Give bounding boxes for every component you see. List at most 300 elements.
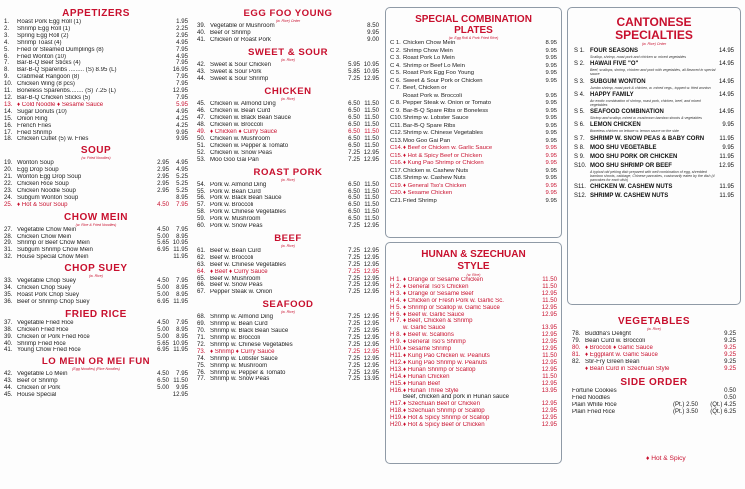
- item-price-small: 6.50: [348, 121, 360, 129]
- item-number: 45.: [4, 391, 13, 399]
- item-price-large: 7.95: [176, 59, 188, 67]
- item-name: Beef, Chicken or: [403, 85, 447, 91]
- chicken-list: [193, 101, 383, 163]
- item-price-small: 7.25: [348, 281, 360, 289]
- item-name: Chicken or Pork Fried Rice: [17, 333, 90, 340]
- soup-title: SOUP: [80, 145, 112, 157]
- item-number: C20.: [390, 190, 403, 196]
- item-price-large: 5.95: [176, 100, 188, 108]
- menu-item: [390, 115, 557, 123]
- item-price-small: 5.65: [157, 339, 169, 347]
- item-number: 36.: [4, 297, 13, 305]
- item-price-small: [518, 40, 538, 48]
- item-price-small: [518, 183, 538, 191]
- item-name: Chicken w. Broccoli: [210, 122, 263, 129]
- menu-item: [572, 331, 736, 338]
- item-price-large: 11.95: [173, 297, 188, 305]
- specialty-name: MOO SHU VEGETABLE: [590, 144, 657, 151]
- item-price-large: 11.50: [364, 194, 379, 202]
- item-price-large: 12.95: [541, 421, 557, 429]
- item-name: ♦ Hot & Spicy Beef or Chicken: [403, 422, 485, 429]
- item-price-large: 11.95: [173, 246, 188, 254]
- item-price-large: 12.95: [541, 400, 557, 408]
- item-number: 5.: [4, 45, 10, 53]
- item-number: H 7.: [390, 317, 402, 325]
- item-price-large: 12.95: [541, 414, 557, 422]
- item-name: Shrimp w. Cashew Nuts: [403, 175, 466, 181]
- item-price-large: 7.95: [176, 45, 188, 53]
- item-price-small: [518, 48, 538, 56]
- menu-item: [390, 318, 557, 325]
- item-price-small: [518, 332, 538, 339]
- specialty-name: FOUR SEASONS: [590, 48, 639, 54]
- item-price-large: 12.95: [541, 379, 557, 387]
- item-name: Sugar Donuts (10): [17, 108, 67, 115]
- item-name: Shrimp Fried Rice: [17, 340, 66, 347]
- item-price-large: 11.50: [364, 114, 379, 122]
- item-number: 42.: [197, 60, 206, 68]
- item-price-small: [518, 325, 538, 332]
- item-number: H 3.: [390, 289, 402, 297]
- item-name: Bar-B-Q Beef Sticks (4): [17, 60, 81, 67]
- specialty-number: S 3.: [574, 78, 585, 85]
- menu-item: [572, 338, 736, 345]
- item-name: Beef w. Bean Curd: [210, 247, 261, 254]
- item-name: Sweet & Sour Pork or Chicken: [403, 77, 483, 84]
- item-name: Moo Goo Gai Pan: [403, 137, 451, 144]
- specialty-number: S 5.: [574, 109, 585, 116]
- item-price-pint: (Pt.) 3.50: [672, 408, 698, 416]
- item-name: ♦ General Tso's Chicken: [403, 182, 467, 189]
- item-price-small: 6.50: [348, 201, 360, 209]
- item-name: Shrimp w. Snow Peas: [210, 376, 270, 383]
- item-name: Chicken Rice Soup: [17, 181, 69, 188]
- item-number: C14.: [390, 145, 403, 151]
- item-price-small: 4.50: [157, 318, 169, 326]
- item-number: 4.: [4, 38, 10, 46]
- beef-subtitle: (w. Rice): [281, 243, 295, 248]
- item-price-small: [340, 23, 360, 30]
- item-price-large: 12.95: [541, 407, 557, 415]
- item-number: 38.: [4, 325, 13, 333]
- item-price-large: 9.95: [545, 122, 557, 129]
- item-name: Bar-B-Q Spare Ribs or Boneless: [403, 107, 489, 114]
- sweet-sour-title: SWEET & SOUR: [247, 46, 329, 58]
- item-price-small: [149, 116, 169, 123]
- item-price-large: 12.95: [363, 288, 379, 296]
- item-price-small: [518, 367, 538, 374]
- item-number: 12.: [4, 93, 13, 101]
- item-name: Onion Ring: [17, 115, 48, 122]
- item-price-small: 6.50: [348, 194, 360, 202]
- item-number: 7.: [4, 59, 10, 67]
- item-name: Subgum Shrimp Chow Mein: [17, 247, 93, 254]
- item-price-small: 7.25: [348, 375, 360, 383]
- item-number: [572, 366, 585, 373]
- item-number: 35.: [4, 291, 13, 298]
- menu-item: [390, 160, 557, 168]
- menu-item: [390, 394, 557, 401]
- item-price-large: 12.95: [541, 338, 557, 346]
- item-price-small: [518, 70, 538, 78]
- item-name: Chicken Wing (8 pcs): [17, 81, 75, 88]
- item-price-small: [518, 123, 538, 131]
- specialty-name: HAWAII FIVE "O": [590, 61, 639, 68]
- menu-item: [390, 360, 557, 367]
- item-number: 43.: [197, 67, 206, 75]
- hot-spicy-label: Hot & Spicy: [651, 455, 686, 462]
- item-name: Shrimp Chow Mein: [403, 47, 453, 54]
- item-price-small: [518, 93, 538, 101]
- menu-item: [390, 298, 557, 305]
- item-price-large: 7.95: [176, 93, 188, 101]
- menu-item: [390, 100, 557, 108]
- vegetables-title: VEGETABLES: [617, 316, 691, 327]
- item-price-large: 12.95: [541, 310, 557, 318]
- item-price-quart: 0.50: [724, 394, 736, 402]
- item-name: Vegetable Lo Mein: [17, 371, 68, 378]
- item-price-small: [149, 67, 169, 74]
- item-number: 25.: [4, 200, 13, 208]
- item-number: 60.: [197, 222, 206, 230]
- item-price-small: [518, 401, 538, 408]
- item-name: Chicken Chow Mein: [17, 233, 72, 240]
- item-name: ♦ Eggplant w. Garlic Sauce: [585, 351, 658, 358]
- menu-item: [4, 385, 188, 392]
- item-price-large: 9.95: [176, 384, 188, 392]
- item-price-small: 6.50: [348, 107, 360, 115]
- menu-item: [4, 254, 188, 261]
- item-number: C17.: [390, 167, 403, 174]
- item-number: 9.: [4, 73, 10, 81]
- item-price-pint: [656, 388, 698, 395]
- item-price-small: [149, 392, 169, 399]
- item-number: C12.: [390, 130, 403, 136]
- menu-item: [390, 367, 557, 374]
- item-name: Pork w. Snow Peas: [210, 223, 263, 230]
- specialty-description: An exotic combination of shrimp, roast pork, chicken, beef, and mixed vegetables: [590, 98, 701, 108]
- item-name: ♦ Bean Curd in Szechuan Style: [585, 365, 670, 372]
- specialty-description: Shrimp and scallop, mixed w. mushroom bamboo shoots & vegetables: [590, 116, 702, 121]
- item-price-large: 9.25: [724, 343, 736, 351]
- menu-item: [4, 347, 188, 354]
- specialty-price: 12.95: [718, 162, 734, 169]
- menu-item: [4, 136, 188, 143]
- item-number: 14.: [4, 107, 13, 115]
- item-name: ♦ Beef w. Scallions: [403, 332, 454, 339]
- item-number: 70.: [197, 327, 206, 335]
- item-price-small: [518, 318, 538, 325]
- menu-item: [4, 88, 188, 95]
- item-price-large: 10.95: [172, 239, 188, 247]
- column-4-lower: [568, 0, 740, 489]
- item-name: Fried Noodles: [572, 395, 610, 402]
- menu-item: [390, 312, 557, 319]
- item-price-small: 7.25: [348, 260, 360, 268]
- item-name: Sweet & Sour Shrimp: [210, 75, 269, 82]
- specialty-price: 14.95: [718, 109, 734, 116]
- item-price-small: 5.00: [157, 325, 169, 333]
- item-price-large: 12.95: [541, 303, 557, 311]
- item-name: ♦ Kung Pao Shrimp or Chicken: [403, 160, 484, 166]
- specialty-number: S10.: [574, 162, 587, 169]
- item-name: ♦ Orange or Sesame Chicken: [403, 277, 483, 283]
- menu-item: [390, 291, 557, 298]
- item-name: Egg Drop Soup: [17, 167, 59, 174]
- item-price-small: 6.50: [157, 377, 169, 385]
- item-name: Subgum Wonton Soup: [17, 194, 79, 201]
- item-price-large: 9.95: [545, 92, 557, 99]
- item-price-large: 12.95: [363, 320, 379, 328]
- menu-item: [390, 401, 557, 408]
- item-number: 28.: [4, 232, 13, 240]
- item-name: Beef or Shrimp: [210, 29, 251, 36]
- item-name: Pepper Steak w. Onion or Tomato: [403, 100, 491, 106]
- item-price-large: 11.50: [364, 187, 379, 195]
- item-price-large: 12.95: [172, 391, 188, 399]
- sweet-sour-list: [193, 62, 383, 83]
- item-price-small: 5.00: [157, 332, 169, 340]
- item-name: ♦ Sesame Shrimp: [403, 346, 452, 353]
- item-name: Vegetable Chow Mein: [17, 226, 77, 233]
- item-name: Crabmeat Rangoon (8): [17, 74, 80, 81]
- item-name: Chicken Chop Suey: [17, 285, 71, 292]
- item-price-small: [149, 40, 169, 47]
- item-price-large: 12.95: [363, 334, 379, 341]
- item-name: ♦ Kung Pao Shrimp w. Peanuts: [403, 359, 488, 366]
- item-price-large: 2.25: [176, 24, 188, 32]
- item-price-small: 5.00: [157, 384, 169, 392]
- menu-item: [4, 19, 188, 26]
- egg-foo-young-subtitle: (w. Rice) Order: [275, 19, 301, 23]
- hunan-box: [385, 242, 562, 464]
- item-price-small: [697, 352, 717, 359]
- item-price-small: 6.50: [348, 134, 360, 142]
- item-name: ♦ Kung Pao Chicken w. Peanuts: [403, 352, 490, 359]
- item-number: H 5.: [390, 303, 402, 311]
- item-price-small: 2.95: [157, 173, 169, 181]
- item-price-small: [518, 415, 538, 422]
- item-number: 39.: [197, 22, 206, 29]
- item-number: 51.: [197, 141, 206, 149]
- item-number: C21.: [390, 197, 403, 204]
- item-price-large: 11.50: [364, 215, 379, 223]
- item-price-small: [149, 109, 169, 116]
- menu-item: [390, 93, 557, 101]
- menu-item: [197, 37, 379, 44]
- item-price-large: 12.95: [541, 331, 557, 339]
- item-number: 42.: [4, 370, 13, 378]
- special-combination-list: [386, 40, 561, 205]
- item-number: C 3.: [390, 55, 401, 61]
- item-price-small: 7.25: [348, 368, 360, 376]
- item-price-large: 8.95: [176, 284, 188, 292]
- item-number: 8.: [4, 66, 10, 74]
- item-price-large: 12.95: [363, 340, 379, 348]
- side-order-title: SIDE ORDER: [620, 377, 688, 389]
- item-price-large: 11.50: [173, 377, 188, 385]
- menu-item: [390, 339, 557, 346]
- item-price-small: [697, 366, 717, 373]
- specialty-number: S 1.: [574, 48, 585, 54]
- item-price-large: 13.95: [363, 375, 379, 383]
- menu-item: [390, 48, 557, 56]
- menu-item: [4, 33, 188, 40]
- item-price-small: 6.50: [348, 215, 360, 223]
- item-price-large: 4.95: [176, 166, 188, 174]
- item-number: 82.: [572, 357, 581, 365]
- item-price-small: [518, 422, 538, 429]
- item-price-large: 8.95: [545, 40, 557, 46]
- item-number: C10.: [390, 115, 403, 121]
- item-number: 16.: [4, 121, 13, 129]
- item-name: Buddha's Delight: [585, 331, 631, 337]
- item-price-large: 9.95: [545, 167, 557, 174]
- specialty-price: 11.95: [719, 193, 734, 200]
- item-price-small: 4.50: [157, 200, 169, 208]
- menu-item: [390, 70, 557, 78]
- item-price-pint: (Pt.) 2.50: [672, 401, 698, 409]
- item-name: ♦ Beef w. Garlic Sauce: [403, 311, 465, 318]
- item-number: C 4.: [390, 62, 401, 69]
- item-price-small: [149, 54, 169, 61]
- item-price-large: 11.50: [542, 372, 557, 380]
- item-name: Fortune Cookies: [572, 388, 617, 395]
- item-name: Roast Pork Lo Mein: [403, 55, 455, 61]
- menu-item: [4, 188, 188, 195]
- item-price-large: 9.95: [176, 135, 188, 143]
- seafood-subtitle: (w. Rice): [281, 310, 295, 315]
- item-price-large: 12.95: [363, 148, 379, 156]
- menu-item: [390, 190, 557, 198]
- item-number: C13.: [390, 137, 403, 144]
- cantonese-title-line1: CANTONESE: [616, 15, 692, 29]
- side-order-item: [572, 388, 736, 395]
- item-price-small: [518, 78, 538, 86]
- chicken-subtitle: (w. Rice): [281, 97, 295, 102]
- item-number: 32.: [4, 253, 13, 261]
- specialty-number: S 7.: [574, 135, 585, 142]
- item-price-small: [518, 130, 538, 138]
- menu-item: [390, 130, 557, 138]
- specialty-number: S11.: [574, 184, 586, 191]
- item-name: ♦ Shrimp ♦ Curry Sauce: [210, 348, 275, 355]
- item-price-large: 7.95: [176, 200, 188, 208]
- item-number: 21.: [4, 173, 13, 181]
- item-price-large: 9.95: [545, 115, 557, 121]
- roast-pork-list: [193, 182, 383, 230]
- item-price-large: 9.25: [724, 364, 736, 372]
- item-name: Shrimp w. Mushroom: [210, 362, 268, 369]
- item-name: Fried Shrimp: [403, 197, 437, 204]
- item-price-small: 5.00: [157, 284, 169, 292]
- item-number: 23.: [4, 186, 13, 194]
- menu-item: [390, 422, 557, 429]
- specialty-price: 11.95: [719, 184, 734, 191]
- item-price-small: [518, 374, 538, 381]
- menu-item: [4, 392, 188, 399]
- item-name: Beef, chicken and pork in Hunan sauce: [403, 394, 510, 401]
- item-price-large: 12.95: [363, 313, 379, 321]
- specialty-name: SEAFOOD COMBINATION: [590, 109, 664, 116]
- item-name: Chicken or Roast Pork: [210, 36, 271, 43]
- item-price-small: [149, 102, 169, 109]
- menu-item: [197, 157, 379, 164]
- item-price-large: 9.95: [545, 145, 557, 151]
- item-price-small: [518, 153, 538, 161]
- sweet-sour-subtitle: (w. Rice): [281, 57, 295, 62]
- item-price-large: 11.50: [364, 121, 379, 129]
- soup-list: [0, 160, 192, 208]
- item-number: 57.: [197, 201, 206, 209]
- item-price-large: 9.25: [724, 350, 736, 358]
- specialty-price: 9.95: [722, 122, 734, 129]
- item-name: Pork w. Almond Ding: [210, 181, 267, 188]
- item-number: 31.: [4, 246, 13, 254]
- item-name: Shrimp w. Chinese Vegetables: [210, 341, 293, 348]
- item-price-small: 5.85: [348, 67, 360, 75]
- item-name: Roast Pork Egg Foo Young: [403, 70, 475, 76]
- item-price-small: 6.50: [348, 180, 360, 188]
- item-name: ♦ Chicken ♦ Curry Sauce: [210, 129, 278, 136]
- item-price-large: 12.95: [541, 365, 557, 373]
- item-number: H11.: [390, 351, 403, 359]
- item-price-large: 11.50: [542, 282, 557, 290]
- item-name: Chicken w. Bean Curd: [210, 108, 271, 115]
- item-number: 34.: [4, 284, 13, 292]
- item-price-large: 8.95: [176, 332, 188, 340]
- item-price-large: 9.95: [545, 197, 557, 204]
- specialty-number: S 8.: [574, 144, 585, 151]
- specialty-description: A typical old peking dish prepared with well combination of egg, shredded bamboo shoots, cabbage, Chinese pancakes, customarily eaten by the dish (4 pancakes for each dish): [590, 169, 715, 183]
- item-price-small: 7.25: [348, 267, 360, 275]
- menu-item: [572, 345, 736, 352]
- item-price-large: 5.25: [176, 173, 188, 181]
- specialty-name: MOO SHU SHRIMP OR BEEF: [590, 162, 672, 169]
- item-number: H15.: [390, 379, 403, 387]
- item-number: H 1.: [390, 276, 402, 283]
- item-name: ♦ General Tso's Shrimp: [403, 339, 466, 346]
- item-price-large: 8.95: [176, 291, 188, 298]
- item-price-large: 10.95: [363, 67, 379, 75]
- roast-pork-title: ROAST PORK: [253, 166, 323, 178]
- menu-item: [4, 202, 188, 209]
- item-price-large: 10.95: [363, 60, 379, 68]
- item-price-large: 9.95: [545, 55, 557, 61]
- item-number: 73.: [197, 347, 206, 355]
- item-name: Plain Fried Rice: [572, 409, 616, 416]
- item-number: C18.: [390, 175, 403, 181]
- item-price-large: 9.95: [545, 190, 557, 196]
- menu-item: [4, 47, 188, 54]
- item-number: H 6.: [390, 310, 402, 318]
- item-name: Chicken w. Mushroom: [210, 135, 270, 142]
- item-number: H16.: [390, 386, 403, 394]
- specialty-description: Beef, scallops, shrimp, chicken and pork with vegetables, all flavored in special sauce: [590, 68, 716, 77]
- item-number: 27.: [4, 225, 13, 233]
- item-number: 2.: [4, 24, 10, 32]
- specialty-price: 14.95: [718, 78, 734, 85]
- item-price-small: [340, 30, 360, 37]
- item-price-large: 8.95: [176, 193, 188, 201]
- menu-item: [4, 116, 188, 123]
- item-price-small: 7.25: [348, 340, 360, 348]
- item-price-small: [518, 284, 538, 291]
- item-price-large: 12.95: [363, 222, 379, 230]
- item-price-small: 7.25: [348, 313, 360, 321]
- item-number: 19.: [4, 159, 13, 167]
- item-number: 18.: [4, 135, 13, 143]
